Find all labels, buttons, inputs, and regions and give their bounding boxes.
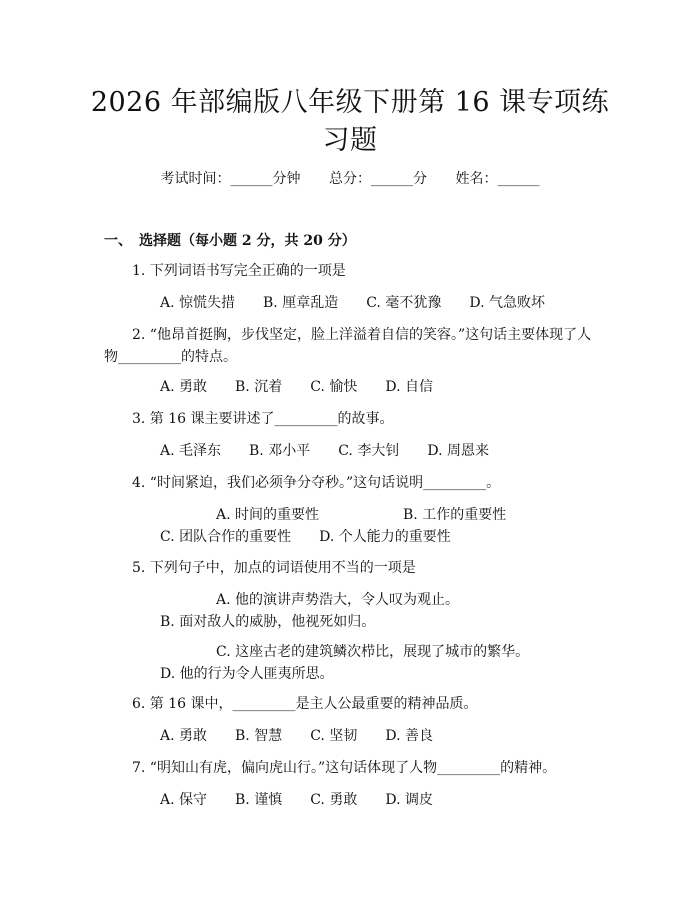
option: D. 个人能力的重要性 (319, 529, 451, 545)
question-6-options (160, 725, 660, 747)
option: B. 沉着 (235, 379, 283, 395)
option: D. 周恩来 (427, 443, 489, 459)
question-2-options (160, 376, 660, 398)
question-1-options (160, 292, 660, 314)
option: B. 工作的重要性 (403, 507, 507, 523)
question-5-options-cd (104, 641, 604, 685)
option: D. 调皮 (385, 792, 433, 808)
option: B. 谨慎 (235, 792, 283, 808)
option: C. 李大钊 (338, 443, 400, 459)
page-title: 2026 年部编版八年级下册第 16 课专项练习题 (90, 87, 610, 156)
option: B. 邓小平 (249, 443, 311, 459)
question-7: 7. “明知山有虎，偏向虎山行。”这句话体现了人物_________的精神。 (132, 760, 557, 776)
option: A. 时间的重要性 (216, 507, 320, 523)
section-heading: 一、 选择题（每小题 2 分，共 20 分） (104, 233, 356, 249)
question-6: 6. 第 16 课中，_________是主人公最重要的精神品质。 (132, 696, 478, 712)
total-score-field: 总分：______分 (329, 171, 427, 187)
question-4-options (104, 504, 584, 548)
option: B. 面对敌人的威胁，他视死如归。 (160, 614, 376, 630)
option: A. 毛泽东 (160, 443, 222, 459)
option: D. 善良 (385, 728, 433, 744)
option: D. 气急败坏 (469, 295, 545, 311)
option: D. 他的行为令人匪夷所思。 (160, 666, 334, 682)
option: A. 他的演讲声势浩大，令人叹为观止。 (216, 592, 460, 608)
question-3: 3. 第 16 课主要讲述了_________的故事。 (132, 411, 394, 427)
option: B. 厘章乱造 (263, 295, 339, 311)
option: C. 愉快 (310, 379, 358, 395)
option: C. 毫不犹豫 (366, 295, 442, 311)
option: B. 智慧 (235, 728, 283, 744)
question-1: 1. 下列词语书写完全正确的一项是 (132, 263, 346, 279)
name-field: 姓名：______ (455, 171, 540, 187)
question-2: 2. “他昂首挺胸，步伐坚定，脸上洋溢着自信的笑容。”这句话主要体现了人物_________的特点。 (104, 327, 592, 365)
question-7-options (160, 789, 660, 811)
option: C. 这座古老的建筑鳞次栉比，展现了城市的繁华。 (216, 644, 530, 660)
question-5-options-ab (104, 589, 604, 633)
option: A. 惊慌失措 (160, 295, 236, 311)
question-4: 4. “时间紧迫，我们必须争分夺秒。”这句话说明_________。 (132, 475, 501, 491)
option: A. 勇敢 (160, 728, 208, 744)
question-3-options (160, 440, 660, 462)
option: D. 自信 (385, 379, 433, 395)
option: A. 勇敢 (160, 379, 208, 395)
option: C. 坚韧 (310, 728, 358, 744)
option: C. 团队合作的重要性 (160, 529, 292, 545)
question-5: 5. 下列句子中，加点的词语使用不当的一项是 (132, 560, 416, 576)
exam-time-field: 考试时间：______分钟 (160, 171, 301, 187)
option: C. 勇敢 (310, 792, 358, 808)
exam-meta (0, 168, 700, 188)
option: A. 保守 (160, 792, 208, 808)
